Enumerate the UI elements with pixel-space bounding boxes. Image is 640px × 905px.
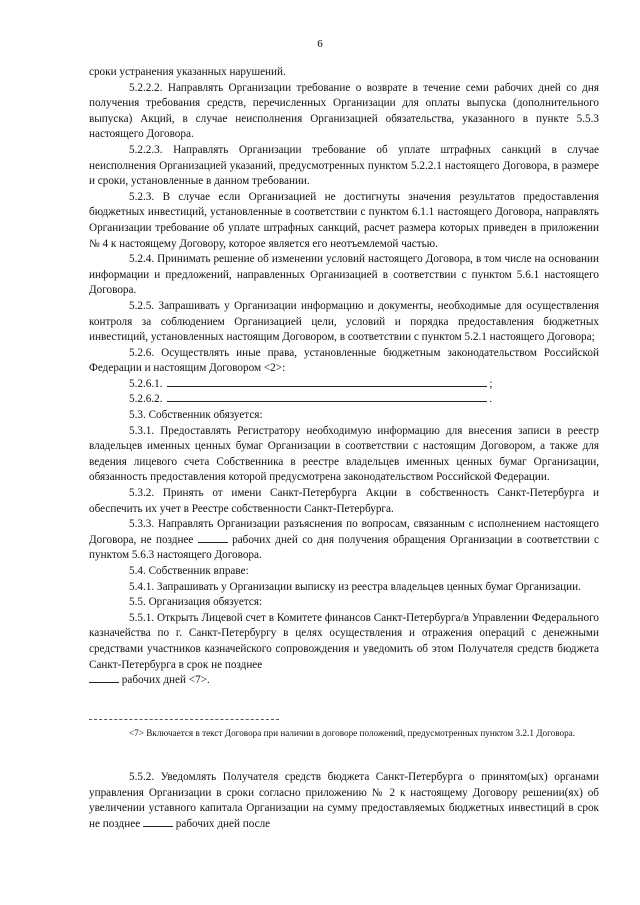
paragraph-5-2-2-2: 5.2.2.2. Направлять Организации требование о возврате в течение семи рабочих дней со дня получения требования средств, перечисленных Организации для оплаты выпуска (дополнительного выпуска) Акций, в случае неисполнения Организацией обязательства, указанного в пункте 5.5.3 настоящего Договора. (89, 81, 599, 141)
paragraph-5-5-2-before: 5.5.2. Уведомлять Получателя средств бюджета Санкт-Петербурга о принятом(ых) органами управления Организации в сроки согласно приложению № 2 к настоящему Договору решении(ях) об увеличении уставного капитала Организации на сумму предоставляемых бюджетных инвестиций в срок не позднее (89, 771, 599, 830)
paragraph-5-2-2-3: 5.2.2.3. Направлять Организации требование об уплате штрафных санкций в случае неисполнения Организацией указаний, предусмотренных пунктом 5.2.2.1 настоящего Договора, в размере и сроки, установленные в данном требовании. (89, 143, 599, 188)
fill-in-blank (89, 673, 119, 683)
paragraph-5-2-3: 5.2.3. В случае если Организацией не достигнуты значения результатов предоставления бюджетных инвестиций, установленные в соответствии с пунктом 6.1.1 настоящего Договора, направлять Организации требование об уплате штрафных санкций, расчет размера которых приведен в приложении № 4 к настоящему Договору, которое является его неотъемлемой частью. (89, 190, 599, 250)
continued-text (89, 770, 599, 832)
blank-item-5-2-6-1 (89, 377, 599, 393)
fill-in-blank (198, 533, 228, 543)
blank-item-label: 5.2.6.2. (129, 393, 163, 406)
blank-item-label: 5.2.6.1. (129, 377, 163, 390)
paragraph-5-2-5: 5.2.5. Запрашивать у Организации информацию и документы, необходимые для осуществления контроля за соблюдением Организацией цели, условий и порядка предоставления бюджетных инвестиций, установленных настоящим Договором, в соответствии с пунктом 5.2.1 настоящего Договора; (89, 299, 599, 344)
paragraph-5-5: 5.5. Организация обязуется: (129, 596, 263, 609)
blank-item-end: . (489, 393, 493, 406)
paragraph-5-3-3-before: 5.3.3. Направлять Организации разъяснения по вопросам, связанным с исполнением настоящего Договора, не позднее (89, 518, 599, 546)
fill-in-line (167, 392, 487, 402)
paragraph-5-3-3 (89, 517, 599, 564)
paragraph-5-5-1: 5.5.1. Открыть Лицевой счет в Комитете финансов Санкт-Петербурга/в Управлении Федерального казначейства по г. Санкт-Петербургу в целях осуществления и отражения операций с денежными средствами участников казначейского сопровождения и уведомить об этом Получателя средств бюджета Санкт-Петербурга в срок не позднее (89, 611, 599, 671)
paragraph-continuation: сроки устранения указанных нарушений. (89, 66, 286, 78)
paragraph-5-2-4: 5.2.4. Принимать решение об изменении условий настоящего Договора, в том числе на основании информации и предложений, направленных Организацией в соответствии с пунктом 5.6.1 настоящего Договора. (89, 253, 599, 297)
blank-item-end: ; (489, 377, 493, 390)
paragraph-5-3-1: 5.3.1. Предоставлять Регистратору необходимую информацию для внесения записи в реестр владельцев именных ценных бумаг Организации в соответствии с настоящим Договором, а также для ведения лицевого счета Собственника в реестре владельцев именных ценных бумаг Организации, обязанность предоставления которой предусмотрена законодательством Российской Федерации. (89, 424, 599, 484)
footnote: <7> Включается в текст Договора при наличии в договоре положений, предусмотренных пунктом 3.2.1 Договора. (129, 728, 576, 738)
fill-in-blank (143, 817, 173, 827)
paragraph-5-3-2: 5.3.2. Принять от имени Санкт-Петербурга Акции в собственность Санкт-Петербурга и обеспечить их учет в Реестре собственности Санкт-Петербурга. (89, 487, 599, 515)
fill-in-line (167, 377, 487, 387)
blank-item-5-2-6-2 (89, 392, 599, 408)
paragraph-5-3-3-after: рабочих дней со дня получения обращения Организации в соответствии с пунктом 5.6.3 настоящего Договора. (89, 533, 600, 562)
main-text (89, 65, 599, 689)
footnote-separator (89, 719, 279, 720)
paragraph-5-5-2-after: рабочих дней после (175, 817, 271, 830)
page-number: 6 (317, 38, 323, 50)
paragraph-5-3: 5.3. Собственник обязуется: (129, 409, 263, 422)
paragraph-5-5-1-tail (89, 673, 599, 689)
paragraph-5-2-6: 5.2.6. Осуществлять иные права, установленные бюджетным законодательством Российской Федерации и настоящим Договором <2>: (89, 346, 599, 375)
paragraph-5-5-2 (89, 770, 599, 832)
paragraph-5-4: 5.4. Собственник вправе: (129, 565, 249, 577)
paragraph-5-4-1: 5.4.1. Запрашивать у Организации выписку из реестра владельцев ценных бумаг Организации. (129, 580, 581, 593)
paragraph-5-5-1-tail-text: рабочих дней <7>. (121, 674, 210, 687)
